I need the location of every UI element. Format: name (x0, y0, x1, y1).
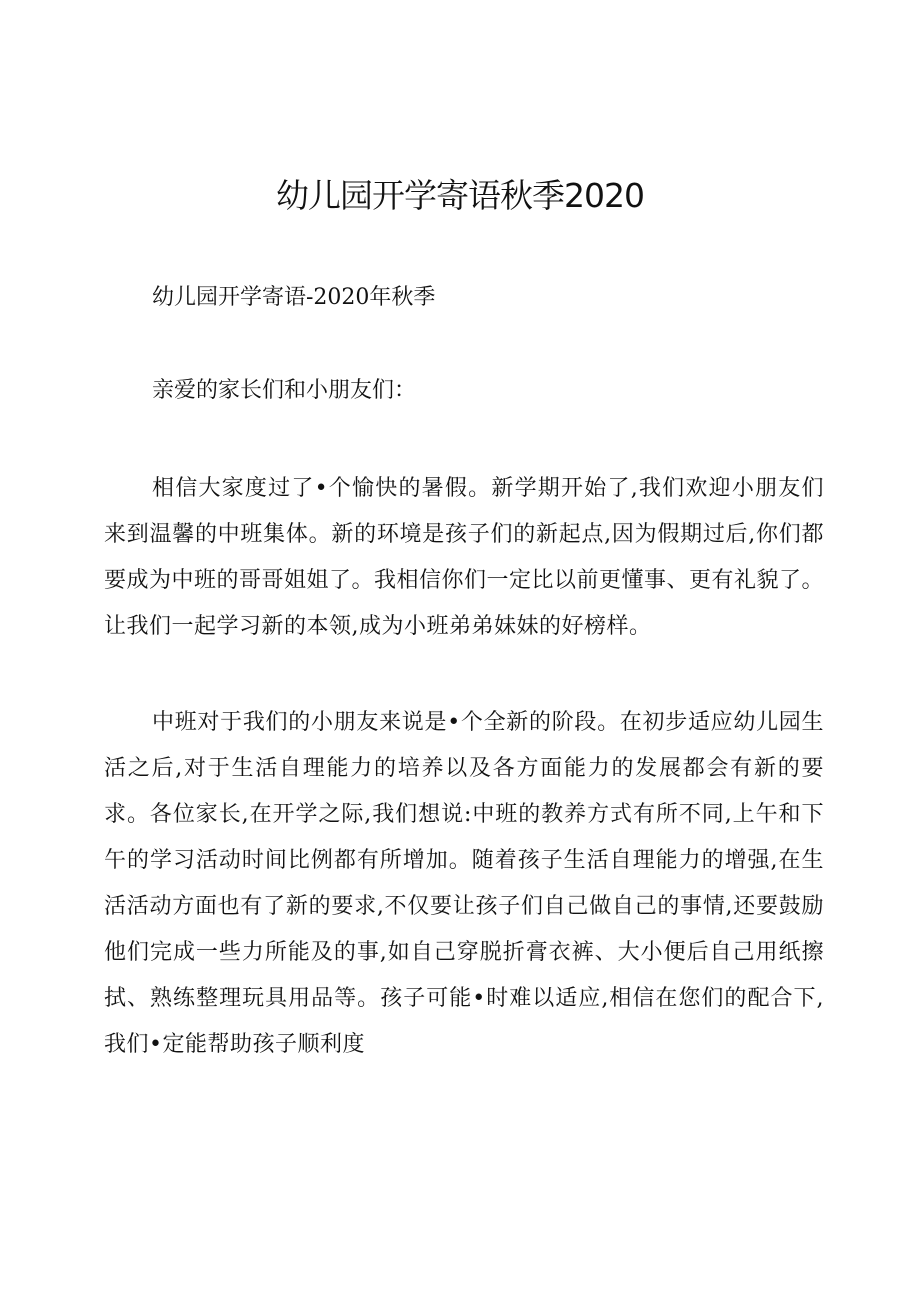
salutation: 亲爱的家长们和小朋友们： (152, 378, 417, 403)
document-subtitle: 幼儿园开学寄语-2020年秋季 (152, 285, 436, 310)
document-title: 幼儿园开学寄语秋季2020 (276, 176, 644, 215)
paragraph-1: 相信大家度过了•个愉快的暑假。新学期开始了,我们欢迎小朋友们来到温馨的中班集体。新的环境是孩子们的新起点,因为假期过后,你们都要成为中班的哥哥姐姐了。我相信你们一定比以前更懂事、更有礼貌了。让我们一起学习新的本领,成为小班弟弟妹妹的好榜样。 (104, 476, 825, 639)
paragraph-2: 中班对于我们的小朋友来说是•个全新的阶段。在初步适应幼儿园生活之后,对于生活自理能力的培养以及各方面能力的发展都会有新的要求。各位家长,在开学之际,我们想说:中班的教养方式有所不同,上午和下午的学习活动时间比例都有所增加。随着孩子生活自理能力的增强,在生活活动方面也有了新的要求,不仅要让孩子们自己做自己的事情,还要鼓励他们完成一些力所能及的事,如自己穿脱折膏衣裤、大小便后自己用纸擦拭、熟练整理玩具用品等。孩子可能•时难以适应,相信在您们的配合下,我们•定能帮助孩子顺利度 (104, 710, 824, 1057)
